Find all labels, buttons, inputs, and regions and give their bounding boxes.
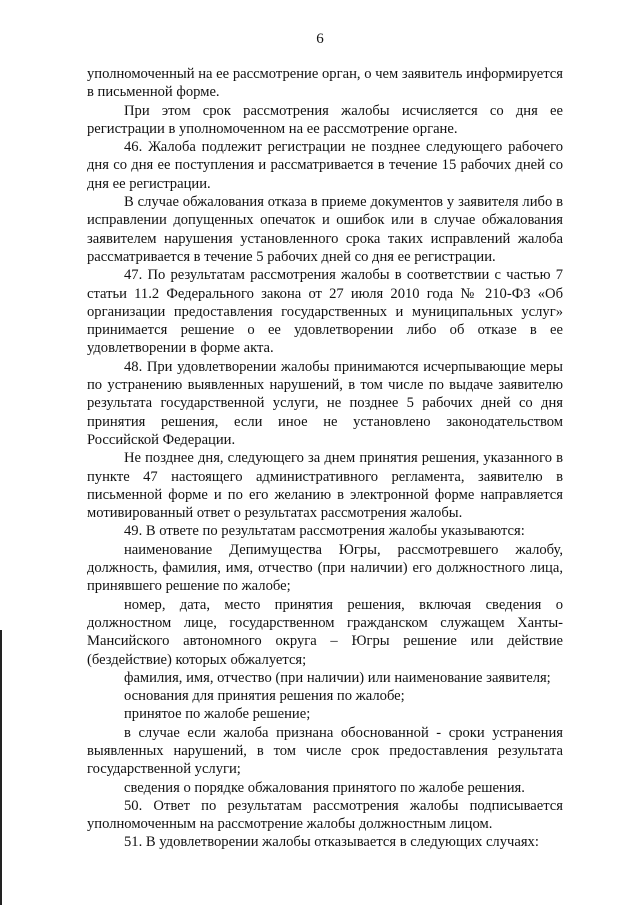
paragraph-51: 51. В удовлетворении жалобы отказывается в следующих случаях: — [124, 834, 539, 851]
page-number: 6 — [316, 31, 324, 47]
list-item-decision-details: номер, дата, место принятия решения, включая сведения о должностном лице, государственном гражданском служащем Ханты-Мансийского автономного округа – Югры решение или действие (бездействие) которых обжалуется; — [87, 596, 563, 668]
paragraph-48-response: Не позднее дня, следующего за днем принятия решения, указанного в пункте 47 настоящего административного регламента, заявителю в письменной форме и по его желанию в электронной форме направляется мотивированный ответ о результатах рассмотрения жалобы. — [87, 450, 563, 522]
list-item-grounds: основания для принятия решения по жалобе; — [124, 688, 405, 705]
list-item-deadlines: в случае если жалоба признана обоснованной - сроки устранения выявленных нарушений, в том числе срок предоставления результата государственной услуги; — [87, 724, 563, 778]
scan-edge-mark — [0, 630, 2, 905]
list-item-decision: принятое по жалобе решение; — [124, 706, 311, 723]
paragraph-term-start: При этом срок рассмотрения жалобы исчисляется со дня ее регистрации в уполномоченном на ее рассмотрение органе. — [87, 102, 563, 137]
list-item-applicant-name: фамилия, имя, отчество (при наличии) или наименование заявителя; — [124, 669, 551, 686]
paragraph-49: 49. В ответе по результатам рассмотрения жалобы указываются: — [124, 523, 525, 540]
paragraph-50: 50. Ответ по результатам рассмотрения жалобы подписывается уполномоченным на рассмотрение жалобы должностным лицом. — [87, 797, 563, 833]
list-item-appeal-procedure: сведения о порядке обжалования принятого по жалобе решения. — [124, 779, 525, 796]
paragraph-continuation: уполномоченный на ее рассмотрение орган, о чем заявитель информируется в письменной форме. — [87, 66, 563, 101]
paragraph-47: 47. По результатам рассмотрения жалобы в соответствии с частью 7 статьи 11.2 Федерального закона от 27 июля 2010 года № 210-ФЗ «Об организации предоставления государственных и муниципальных услуг» принимается решение о ее удовлетворении либо об отказе в ее удовлетворении в форме акта. — [87, 267, 563, 357]
paragraph-46-refusal: В случае обжалования отказа в приеме документов у заявителя либо в исправлении допущенных опечаток и ошибок или в случае обжалования заявителем нарушения установленного срока таких исправлений жалоба рассматривается в течение 5 рабочих дней со дня ее регистрации. — [87, 194, 563, 265]
document-body — [87, 65, 563, 852]
paragraph-48: 48. При удовлетворении жалобы принимаются исчерпывающие меры по устранению выявленных нарушений, в том числе по выдаче заявителю результата государственной услуги, не позднее 5 рабочих дней со дня принятия решения, если иное не установлено законодательством Российской Федерации. — [87, 358, 563, 448]
list-item-body-name: наименование Депимущества Югры, рассмотревшего жалобу, должность, фамилия, имя, отчество (при наличии) его должностного лица, принявшего решение по жалобе; — [87, 541, 563, 595]
paragraph-46: 46. Жалоба подлежит регистрации не позднее следующего рабочего дня со дня ее поступления и рассматривается в течение 15 рабочих дней со дня ее регистрации. — [87, 139, 563, 192]
